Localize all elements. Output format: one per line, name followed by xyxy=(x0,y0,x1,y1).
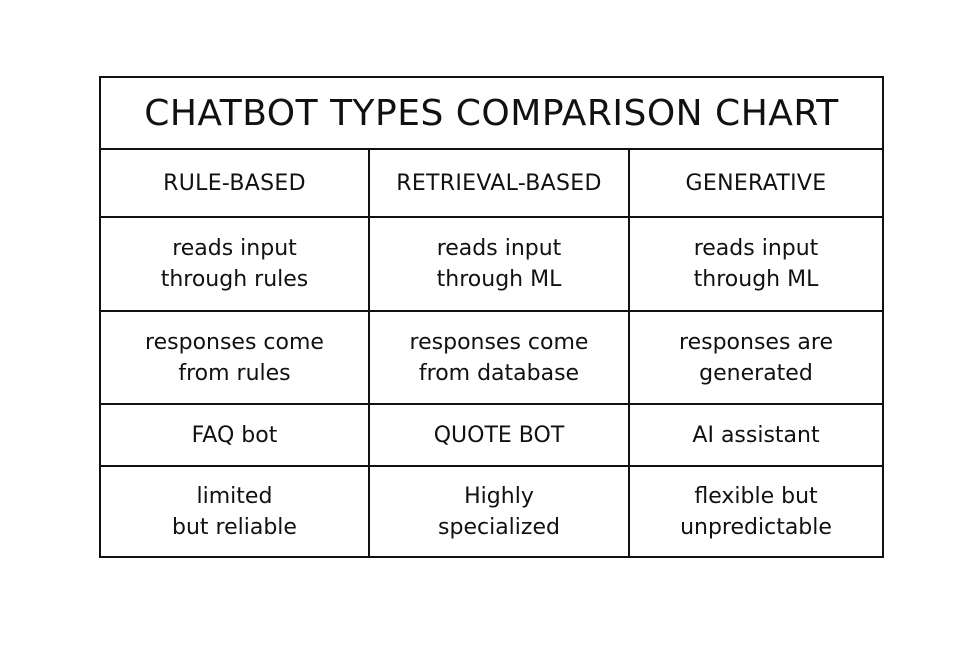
header-retrieval-based: RETRIEVAL-BASED xyxy=(370,150,630,218)
cell-example-rule-based: FAQ bot xyxy=(101,405,370,467)
cell-example-retrieval-based: QUOTE BOT xyxy=(370,405,630,467)
cell-tradeoff-rule-based: limited but reliable xyxy=(101,467,370,556)
cell-response-rule-based: responses come from rules xyxy=(101,312,370,405)
comparison-table xyxy=(99,76,884,558)
cell-response-retrieval-based: responses come from database xyxy=(370,312,630,405)
cell-example-generative: AI assistant xyxy=(630,405,882,467)
cell-input-generative: reads input through ML xyxy=(630,218,882,312)
cell-tradeoff-retrieval-based: Highly specialized xyxy=(370,467,630,556)
cell-input-rule-based: reads input through rules xyxy=(101,218,370,312)
cell-response-generative: responses are generated xyxy=(630,312,882,405)
header-rule-based: RULE-BASED xyxy=(101,150,370,218)
chart-title: CHATBOT TYPES COMPARISON CHART xyxy=(101,78,882,150)
cell-input-retrieval-based: reads input through ML xyxy=(370,218,630,312)
cell-tradeoff-generative: flexible but unpredictable xyxy=(680,483,832,540)
header-generative: GENERATIVE xyxy=(630,150,882,218)
